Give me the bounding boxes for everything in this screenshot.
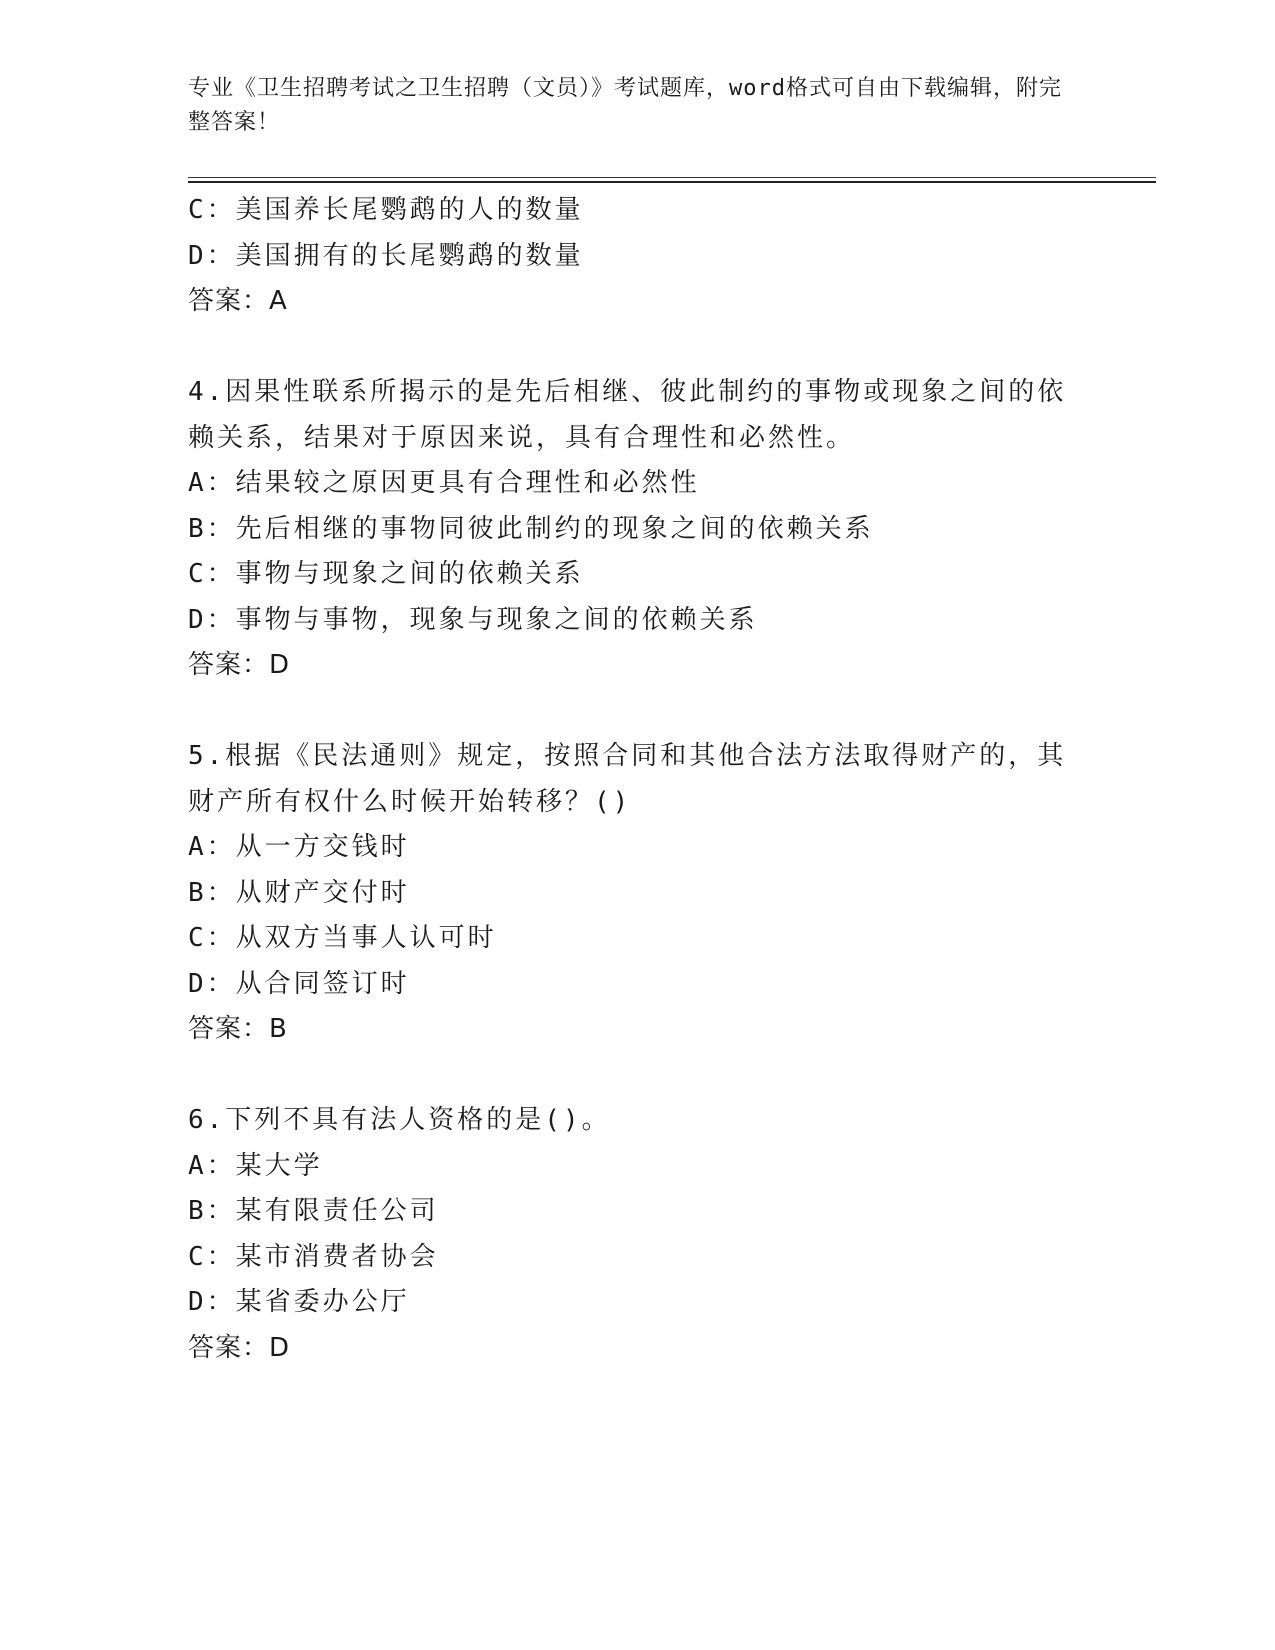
option-d: D：从合同签订时 xyxy=(188,968,410,999)
question-4 xyxy=(188,370,1088,689)
question-stem-continued: 财产所有权什么时候开始转移？() xyxy=(188,786,632,817)
question-stem: 5.根据《民法通则》规定，按照合同和其他合法方法取得财产的，其 xyxy=(188,741,1067,771)
question-list xyxy=(188,188,1088,1371)
option-a: A：从一方交钱时 xyxy=(188,832,410,862)
header-rule-thick xyxy=(188,181,1156,183)
answer-text: 答案：D xyxy=(188,650,291,680)
spacer xyxy=(188,325,1088,371)
spacer xyxy=(188,1053,1088,1099)
option-c: C：某市消费者协会 xyxy=(188,1241,439,1272)
answer-text: 答案：B xyxy=(188,1014,288,1044)
answer-text: 答案：D xyxy=(188,1332,291,1363)
question-5 xyxy=(188,734,1088,1053)
answer-text: 答案：A xyxy=(188,286,288,316)
option-a: A：某大学 xyxy=(188,1150,323,1181)
option-d: D：事物与事物，现象与现象之间的依赖关系 xyxy=(188,604,758,635)
option-b: B：先后相继的事物同彼此制约的现象之间的依赖关系 xyxy=(188,513,874,544)
question-6 xyxy=(188,1098,1088,1371)
option-c: C：事物与现象之间的依赖关系 xyxy=(188,559,584,589)
option-c: C：从双方当事人认可时 xyxy=(188,923,497,953)
question-stem: 6.下列不具有法人资格的是()。 xyxy=(188,1105,611,1135)
option-c: C：美国养长尾鹦鹉的人的数量 xyxy=(188,195,584,225)
option-d: D：美国拥有的长尾鹦鹉的数量 xyxy=(188,240,584,271)
option-d: D：某省委办公厅 xyxy=(188,1287,410,1317)
question-stem-continued: 赖关系，结果对于原因来说，具有合理性和必然性。 xyxy=(188,422,856,453)
header-rule-thin xyxy=(188,177,1156,178)
option-b: B：某有限责任公司 xyxy=(188,1196,439,1226)
document-header: 专业《卫生招聘考试之卫生招聘（文员）》考试题库，word格式可自由下载编辑，附完整答案！ xyxy=(188,76,1062,135)
option-a: A：结果较之原因更具有合理性和必然性 xyxy=(188,468,700,498)
question-3-tail xyxy=(188,188,1088,325)
option-b: B：从财产交付时 xyxy=(188,877,410,908)
spacer xyxy=(188,689,1088,735)
question-stem: 4.因果性联系所揭示的是先后相继、彼此制约的事物或现象之间的依 xyxy=(188,377,1067,407)
